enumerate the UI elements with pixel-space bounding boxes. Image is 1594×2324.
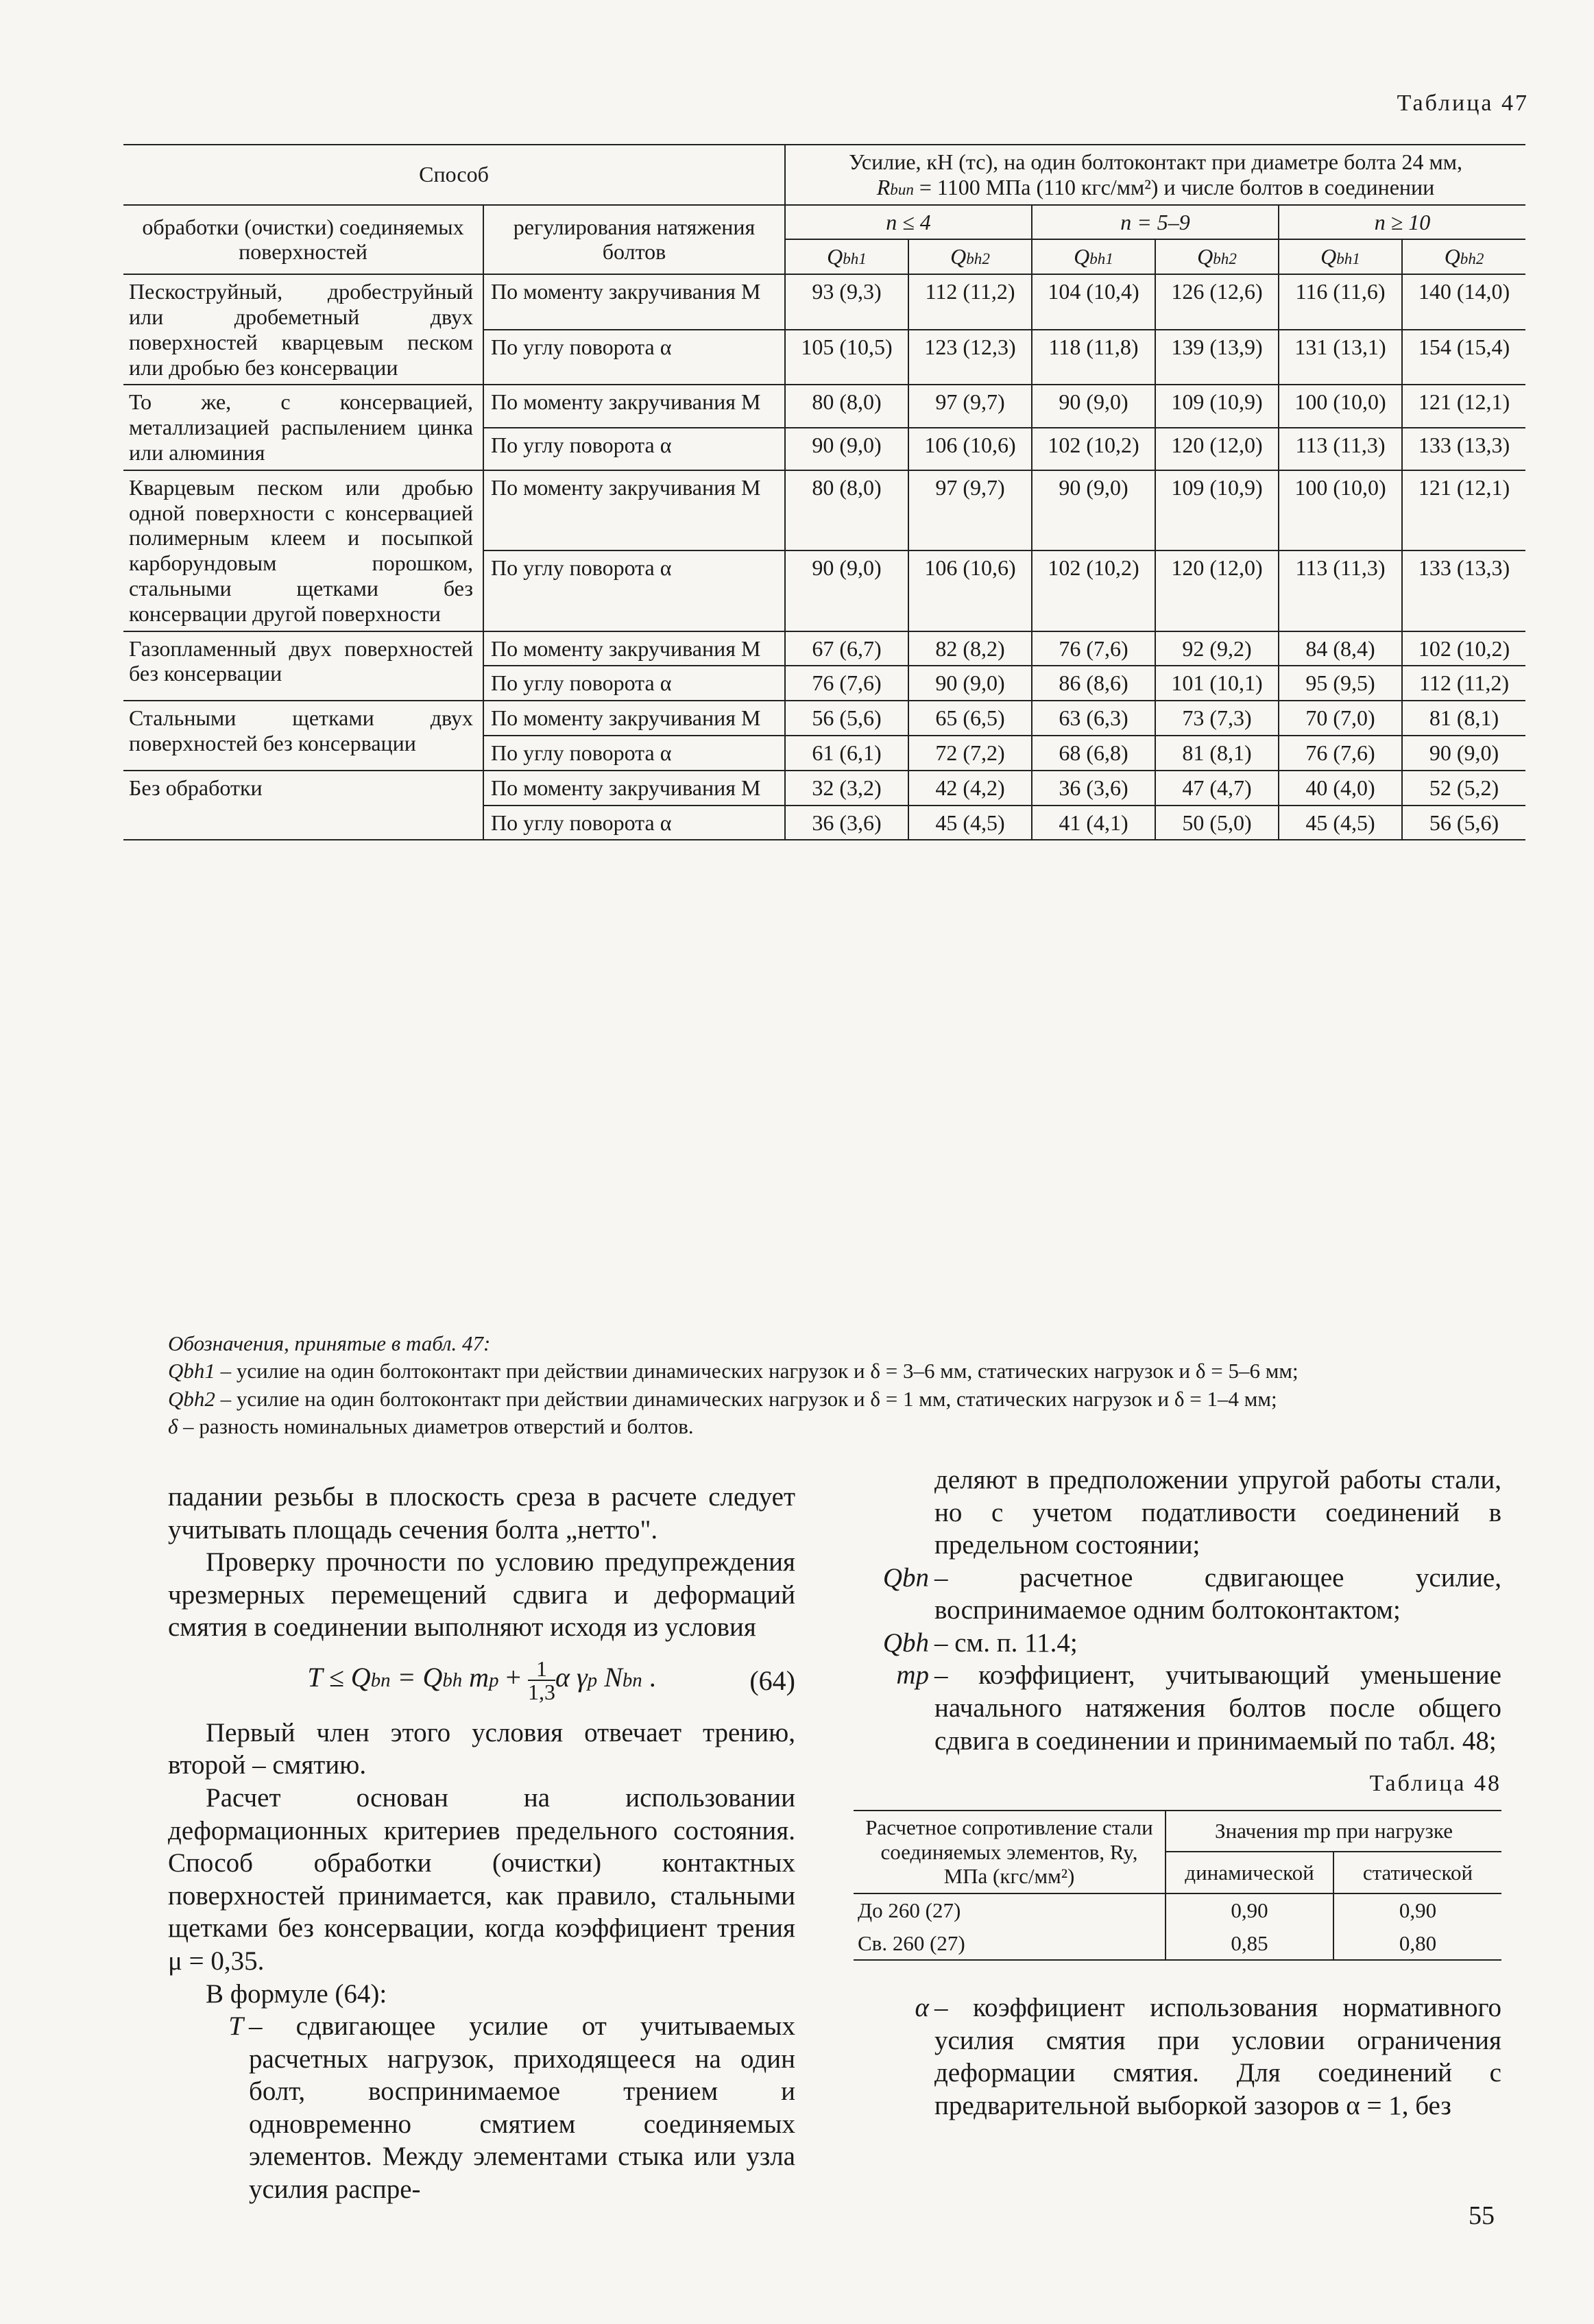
- paragraph-2: Проверку прочности по условию предупреждения чрезмерных перемещений сдвига и деформаций смятия в соединении выполняют исходя из условия: [168, 1547, 795, 1643]
- q-header-1: Qbh1: [785, 239, 908, 274]
- value-cell: 93 (9,3): [785, 274, 908, 330]
- value-cell: 109 (10,9): [1155, 470, 1279, 550]
- value-cell: 47 (4,7): [1155, 771, 1279, 806]
- value-cell: 90 (9,0): [1402, 736, 1525, 771]
- value-cell: 133 (13,3): [1402, 428, 1525, 470]
- value-cell: 68 (6,8): [1032, 736, 1155, 771]
- regulation-angle: По углу поворота α: [483, 550, 785, 631]
- value-cell: 105 (10,5): [785, 330, 908, 385]
- value-cell: 123 (12,3): [908, 330, 1032, 385]
- value-cell: 116 (11,6): [1279, 274, 1402, 330]
- force-header-line2: = 1100 МПа (110 кгс/мм²) и числе болтов в соединении: [919, 174, 1435, 199]
- paragraph-4: Расчет основан на использовании деформационных критериев предельного состояния. Способ обработки (очистки) контактных поверхностей принимается, как правило, стальными щетками без консервации, когда коэффициент трения μ = 0,35.: [168, 1783, 795, 1976]
- value-cell: 81 (8,1): [1429, 705, 1499, 731]
- value-cell: 102 (10,2): [1032, 428, 1155, 470]
- t48-static-value: 0,90: [1399, 1898, 1437, 1922]
- regulation-moment: По моменту закручивания M: [483, 470, 785, 550]
- legend-title: Обозначения, принятые в табл. 47:: [168, 1331, 491, 1355]
- regulation-angle: По углу поворота α: [483, 428, 785, 470]
- legend-item: Qbh1 – усилие на один болтоконтакт при действии динамических нагрузок и δ = 3–6 мм, статических нагрузок и δ = 5–6 мм;: [168, 1359, 1299, 1383]
- value-cell: 42 (4,2): [908, 771, 1032, 806]
- page-number: 55: [1469, 2201, 1495, 2230]
- value-cell: 104 (10,4): [1032, 274, 1155, 330]
- value-cell: 90 (9,0): [785, 428, 908, 470]
- definition-item: mp – коэффициент, учитывающий уменьшение начального натяжения болтов после общего сдвига в соединении и принимаемый по табл. 48;: [896, 1660, 1501, 1756]
- value-cell: 109 (10,9): [1155, 385, 1279, 427]
- value-cell: 36 (3,6): [785, 806, 908, 840]
- value-cell: 112 (11,2): [1402, 666, 1525, 701]
- t48-sub-dynamic: динамической: [1166, 1852, 1333, 1893]
- q-header-3: Qbh1: [1032, 239, 1155, 274]
- t48-sub-static: статической: [1333, 1852, 1501, 1893]
- right-column: [854, 1464, 1501, 1757]
- method-cell: То же, с консервацией, металлизацией распылением цинка или алюминия: [123, 385, 483, 470]
- regulation-moment: По моменту закручивания M: [483, 274, 785, 330]
- value-cell: 97 (9,7): [908, 470, 1032, 550]
- value-cell: 106 (10,6): [908, 550, 1032, 631]
- value-cell: 40 (4,0): [1279, 771, 1402, 806]
- value-cell: 90 (9,0): [1032, 470, 1155, 550]
- value-cell: 97 (9,7): [908, 385, 1032, 427]
- regulation-angle: По углу поворота α: [483, 736, 785, 771]
- value-cell: 112 (11,2): [908, 274, 1032, 330]
- value-cell: 90 (9,0): [908, 666, 1032, 701]
- value-cell: 113 (11,3): [1279, 550, 1402, 631]
- definition-item: Qbn – расчетное сдвигающее усилие, воспринимаемое одним болтоконтактом;: [882, 1562, 1501, 1625]
- value-cell: 126 (12,6): [1155, 274, 1279, 330]
- value-cell: 72 (7,2): [908, 736, 1032, 771]
- value-cell: 120 (12,0): [1155, 428, 1279, 470]
- value-cell: 67 (6,7): [785, 631, 908, 666]
- value-cell: 50 (5,0): [1155, 806, 1279, 840]
- n-group-2: n = 5–9: [1032, 205, 1279, 240]
- value-cell: 81 (8,1): [1155, 736, 1279, 771]
- value-cell: 102 (10,2): [1418, 636, 1510, 661]
- value-cell: 139 (13,9): [1155, 330, 1279, 385]
- value-cell: 106 (10,6): [908, 428, 1032, 470]
- value-cell: 80 (8,0): [785, 470, 908, 550]
- value-cell: 133 (13,3): [1402, 550, 1525, 631]
- value-cell: 118 (11,8): [1032, 330, 1155, 385]
- left-column: [168, 1481, 795, 2206]
- q-header-5: Qbh1: [1279, 239, 1402, 274]
- value-cell: 120 (12,0): [1155, 550, 1279, 631]
- value-cell: 65 (6,5): [908, 701, 1032, 736]
- force-header-line1: Усилие, кН (тс), на один болтоконтакт при диаметре болта 24 мм,: [849, 149, 1462, 174]
- t48-col1-header: Расчетное сопротивление стали соединяемых элементов, Ry, МПа (кгс/мм²): [854, 1811, 1166, 1893]
- value-cell: 102 (10,2): [1032, 550, 1155, 631]
- value-cell: 73 (7,3): [1155, 701, 1279, 736]
- q-header-4: Qbh2: [1155, 239, 1279, 274]
- table-47-legend: [168, 1330, 1539, 1440]
- t48-static-value: 0,80: [1333, 1927, 1501, 1961]
- regulation-angle: По углу поворота α: [483, 806, 785, 840]
- value-cell: 84 (8,4): [1279, 631, 1402, 666]
- definition-item: Qbh – см. п. 11.4;: [882, 1627, 1078, 1658]
- value-cell: 113 (11,3): [1279, 428, 1402, 470]
- n-group-3: n ≥ 10: [1279, 205, 1525, 240]
- value-cell: 56 (5,6): [785, 701, 908, 736]
- regulation-angle: По углу поворота α: [483, 666, 785, 701]
- table-47-caption: Таблица 47: [1397, 90, 1529, 116]
- method-cell: Газопламенный двух поверхностей без консервации: [123, 631, 483, 701]
- equation-number: (64): [749, 1665, 795, 1696]
- value-cell: 90 (9,0): [1032, 385, 1155, 427]
- q-header-2: Qbh2: [908, 239, 1032, 274]
- regulation-moment: По моменту закручивания M: [483, 701, 785, 736]
- t48-dynamic-value: 0,90: [1166, 1893, 1333, 1927]
- regulation-moment: По моменту закручивания M: [483, 631, 785, 666]
- value-cell: 92 (9,2): [1155, 631, 1279, 666]
- value-cell: 90 (9,0): [785, 550, 908, 631]
- value-cell: 45 (4,5): [1279, 806, 1402, 840]
- paragraph-5: В формуле (64):: [206, 1978, 387, 2009]
- value-cell: 86 (8,6): [1032, 666, 1155, 701]
- value-cell: 100 (10,0): [1279, 385, 1402, 427]
- value-cell: 154 (15,4): [1402, 330, 1525, 385]
- legend-item: Qbh2 – усилие на один болтоконтакт при действии динамических нагрузок и δ = 1 мм, статических нагрузок и δ = 1–4 мм;: [168, 1386, 1277, 1411]
- table-48: [854, 1810, 1501, 1961]
- alpha-definition: α – коэффициент использования нормативного усилия смятия при условии ограничения деформации смятия. Для соединений с предварительной выборкой зазоров α = 1, без: [915, 1993, 1501, 2120]
- table-47: [123, 144, 1525, 840]
- t48-col2-header: Значения mp при нагрузке: [1166, 1811, 1501, 1852]
- value-cell: 52 (5,2): [1429, 775, 1499, 800]
- regulation-col-header: регулирования натяжения болтов: [483, 205, 785, 275]
- n-group-1: n ≤ 4: [785, 205, 1032, 240]
- fraction: $\frac{1}{1,3}$: [528, 1656, 556, 1704]
- value-cell: 63 (6,3): [1032, 701, 1155, 736]
- definition-T: T – сдвигающее усилие от учитываемых расчетных нагрузок, приходящееся на один болт, воспринимаемое трением и одновременно смятием соединяемых элементов. Между элементами стыка или узла усилия распре-: [228, 2011, 795, 2204]
- value-cell: 61 (6,1): [785, 736, 908, 771]
- value-cell: 121 (12,1): [1418, 389, 1510, 415]
- value-cell: 76 (7,6): [1279, 736, 1402, 771]
- value-cell: 95 (9,5): [1279, 666, 1402, 701]
- value-cell: 100 (10,0): [1279, 470, 1402, 550]
- paragraph-3: Первый член этого условия отвечает трению, второй – смятию.: [168, 1717, 795, 1780]
- method-cell: Без обработки: [123, 771, 483, 840]
- q-header-6: Qbh2: [1444, 244, 1484, 269]
- table-48-caption: Таблица 48: [1369, 1771, 1501, 1796]
- value-cell: 82 (8,2): [908, 631, 1032, 666]
- value-cell: 131 (13,1): [1279, 330, 1402, 385]
- value-cell: 140 (14,0): [1418, 279, 1510, 304]
- force-group-header: Усилие, кН (тс), на один болтоконтакт при диаметре болта 24 мм, Rbun = 1100 МПа (110 кгс/мм²) и числе болтов в соединении: [785, 145, 1525, 205]
- regulation-moment: По моменту закручивания M: [483, 385, 785, 427]
- paragraph-1: падании резьбы в плоскость среза в расчете следует учитывать площадь сечения болта „нетто".: [168, 1482, 795, 1545]
- t48-row-label: Св. 260 (27): [854, 1927, 1166, 1961]
- continuation-text: деляют в предположении упругой работы стали, но с учетом податливости соединений в предельном состоянии;: [934, 1465, 1501, 1560]
- value-cell: 45 (4,5): [908, 806, 1032, 840]
- formula-64: T ≤ Qbn = Qbh mp + $\frac{1}{1,3}$ α γp Nbn . (64): [307, 1656, 795, 1704]
- legend-item: δ – разность номинальных диаметров отверстий и болтов.: [168, 1414, 694, 1438]
- value-cell: 70 (7,0): [1279, 701, 1402, 736]
- value-cell: 121 (12,1): [1418, 474, 1510, 500]
- value-cell: 32 (3,2): [785, 771, 908, 806]
- value-cell: 56 (5,6): [1402, 806, 1525, 840]
- regulation-moment: По моменту закручивания M: [483, 771, 785, 806]
- method-cell: Пескоструйный, дробеструйный или дробеметный двух поверхностей кварцевым песком или дробью без консервации: [123, 274, 483, 385]
- treatment-col-header: обработки (очистки) соединяемых поверхностей: [123, 205, 483, 275]
- value-cell: 41 (4,1): [1032, 806, 1155, 840]
- regulation-angle: По углу поворота α: [483, 330, 785, 385]
- method-cell: Кварцевым песком или дробью одной поверхности с консервацией полимерным клеем и посыпкой карборундовым порошком, стальными щетками без консервации другой поверхности: [123, 470, 483, 631]
- value-cell: 76 (7,6): [785, 666, 908, 701]
- value-cell: 101 (10,1): [1155, 666, 1279, 701]
- method-cell: Стальными щетками двух поверхностей без консервации: [123, 701, 483, 771]
- value-cell: 76 (7,6): [1032, 631, 1155, 666]
- t48-row-label: До 260 (27): [854, 1893, 1166, 1927]
- value-cell: 80 (8,0): [785, 385, 908, 427]
- value-cell: 36 (3,6): [1032, 771, 1155, 806]
- t48-dynamic-value: 0,85: [1166, 1927, 1333, 1961]
- method-group-header: Способ: [123, 145, 785, 205]
